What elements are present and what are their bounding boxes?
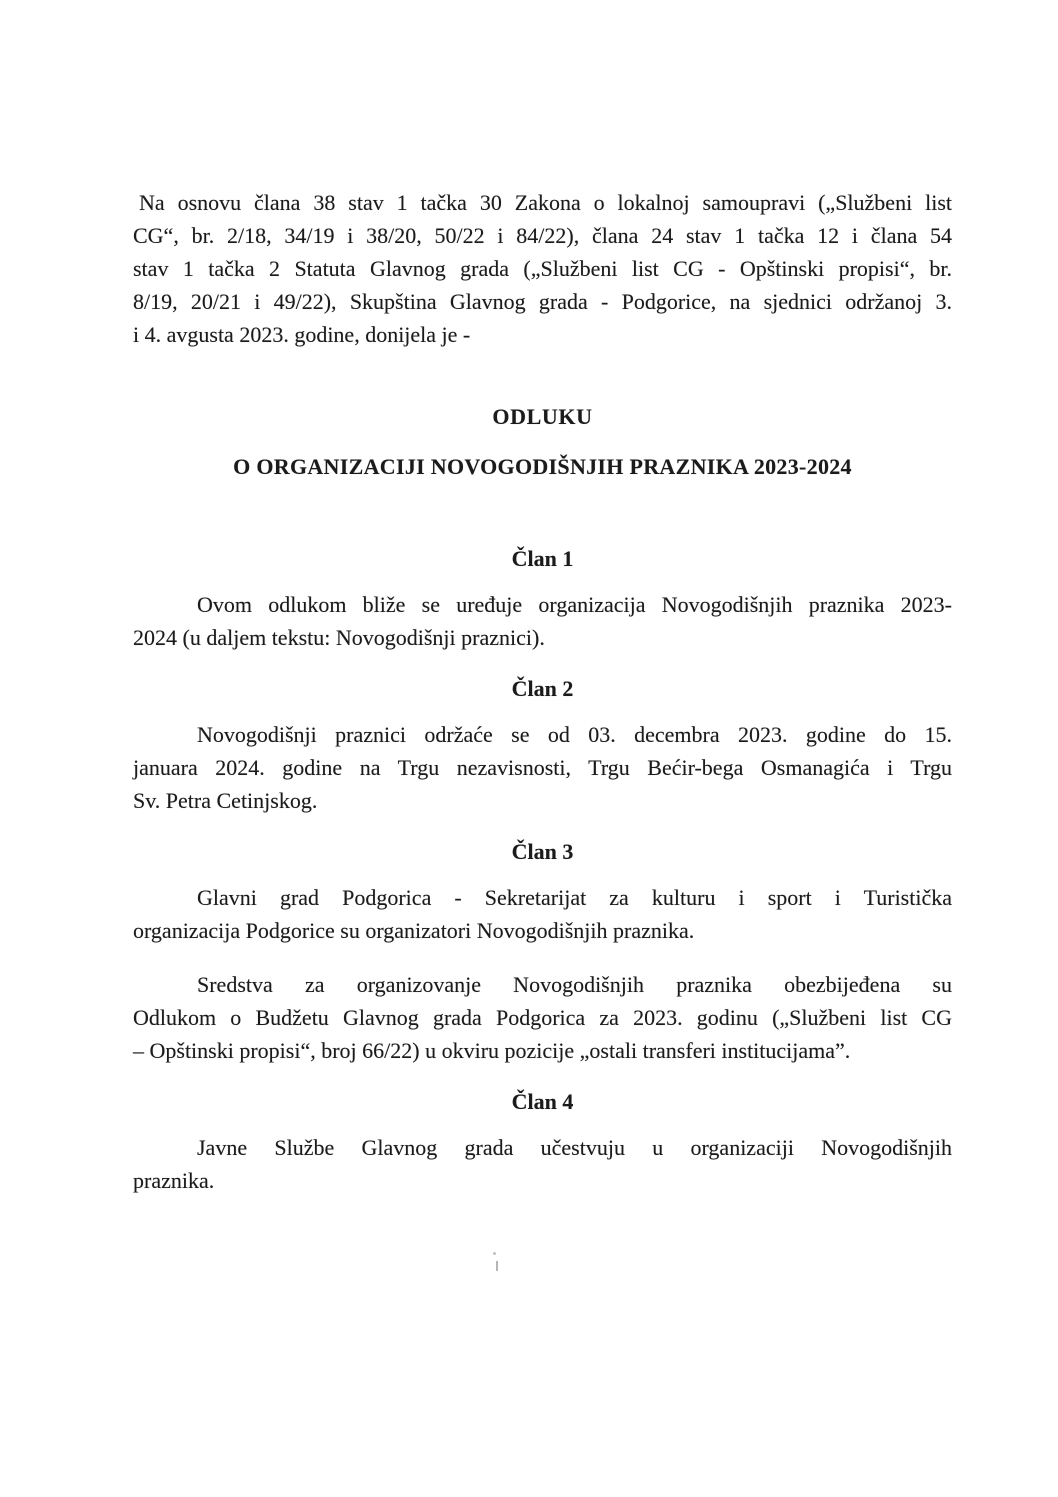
article-2	[133, 672, 952, 817]
scan-artifact	[491, 1250, 501, 1272]
scan-speck-dash	[496, 1261, 498, 1271]
intro-paragraph	[133, 186, 952, 351]
text-line: stav 1 tačka 2 Statuta Glavnog grada („Službeni list CG - Opštinski propisi“, br.	[133, 256, 952, 281]
article-1-heading: Član 1	[511, 546, 574, 571]
text-line: 2024 (u daljem tekstu: Novogodišnji praznici).	[133, 625, 545, 650]
document-subtitle: O ORGANIZACIJI NOVOGODIŠNJIH PRAZNIKA 2023-2024	[233, 454, 852, 479]
article-4-heading: Član 4	[511, 1089, 574, 1114]
text-line: CG“, br. 2/18, 34/19 i 38/20, 50/22 i 84/22), člana 24 stav 1 tačka 12 i člana 54	[133, 223, 952, 248]
text-line: organizacija Podgorice su organizatori Novogodišnjih praznika.	[133, 918, 695, 943]
scan-speck-dot	[493, 1252, 496, 1255]
article-1-paragraph-1	[133, 588, 952, 654]
article-4-paragraph-1	[133, 1131, 952, 1197]
article-3-heading: Član 3	[511, 839, 574, 864]
text-line: i 4. avgusta 2023. godine, donijela je -	[133, 322, 471, 347]
text-line: Sv. Petra Cetinjskog.	[133, 788, 318, 813]
article-3-paragraph-2	[133, 968, 952, 1067]
text-line: Ovom odlukom bliže se uređuje organizacija Novogodišnjih praznika 2023-	[197, 592, 952, 617]
article-2-paragraph-1	[133, 718, 952, 817]
text-line: – Opštinski propisi“, broj 66/22) u okviru pozicije „ostali transferi institucijama”.	[133, 1038, 851, 1063]
text-line: 8/19, 20/21 i 49/22), Skupština Glavnog grada - Podgorice, na sjednici održanoj 3.	[133, 289, 952, 314]
text-line: Glavni grad Podgorica - Sekretarijat za kulturu i sport i Turistička	[197, 885, 952, 910]
text-line: Na osnovu člana 38 stav 1 tačka 30 Zakona o lokalnoj samoupravi („Službeni list	[139, 190, 952, 215]
article-4	[133, 1085, 952, 1197]
article-1	[133, 542, 952, 654]
text-line: Novogodišnji praznici održaće se od 03. decembra 2023. godine do 15.	[197, 722, 952, 747]
article-3-paragraph-1	[133, 881, 952, 947]
text-line: Sredstva za organizovanje Novogodišnjih praznika obezbijeđena su	[197, 972, 952, 997]
article-2-heading: Član 2	[511, 676, 574, 701]
text-line: Odlukom o Budžetu Glavnog grada Podgorica za 2023. godinu („Službeni list CG	[133, 1005, 952, 1030]
text-line: Javne Službe Glavnog grada učestvuju u organizaciji Novogodišnjih	[197, 1135, 952, 1160]
text-line: januara 2024. godine na Trgu nezavisnosti, Trgu Bećir-bega Osmanagića i Trgu	[133, 755, 952, 780]
document-title: ODLUKU	[492, 404, 593, 429]
article-3	[133, 835, 952, 1067]
text-line: praznika.	[133, 1168, 215, 1193]
